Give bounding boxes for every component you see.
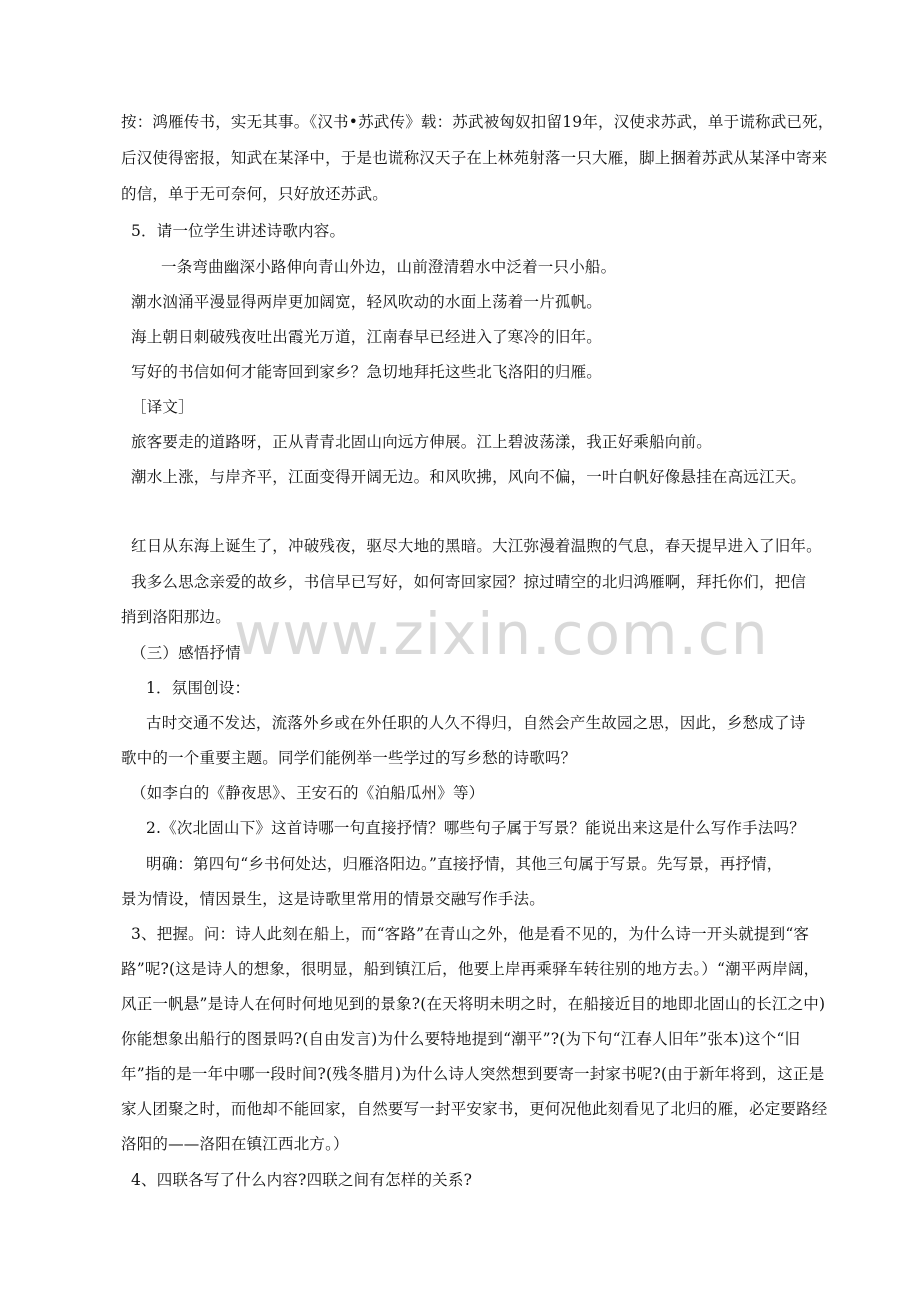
text-line: 风正一帆悬”是诗人在何时何地见到的景象?(在天将明未明之时，在船接近目的地即北固山的长江之中) (121, 995, 826, 1013)
text-line: 的信，单于无可奈何，只好放还苏武。 (121, 185, 388, 203)
text-line: 我多么思念亲爱的故乡，书信早已写好，如何寄回家园？掠过晴空的北归鸿雁啊，拜托你们，把信 (131, 573, 807, 591)
text-line: 4、四联各写了什么内容?四联之间有怎样的关系? (131, 1171, 473, 1189)
section-heading: （三）感悟抒情 (131, 644, 241, 662)
text-line: 写好的书信如何才能寄回到家乡？急切地拜托这些北飞洛阳的归雁。 (131, 363, 603, 381)
text-line: （如李白的《静夜思》、王安石的《泊船瓜州》等） (131, 784, 485, 802)
text-line: ［译文］ (131, 398, 194, 416)
text-line: 明确：第四句“乡书何处达，归雁洛阳边。”直接抒情，其他三句属于写景。先写景，再抒情， (146, 855, 783, 873)
text-line: 你能想象出船行的图景吗?(自由发言)为什么要特地提到“潮平”?(为下句“江春人旧年”张本)这个“旧 (121, 1030, 801, 1048)
text-line: 古时交通不发达，流落外乡或在外任职的人久不得归，自然会产生故园之思，因此，乡愁成了诗 (146, 714, 806, 732)
watermark: www.zixin.com.cn (234, 600, 769, 668)
text-line: 洛阳的——洛阳在镇江西北方。） (121, 1135, 349, 1153)
text-line: 一条弯曲幽深小路伸向青山外边，山前澄清碧水中泛着一只小船。 (161, 258, 617, 276)
text-line: 潮水上涨，与岸齐平，江面变得开阔无边。和风吹拂，风向不偏，一叶白帆好像悬挂在高远江天。 (131, 468, 807, 486)
text-line: 捎到洛阳那边。 (121, 608, 231, 626)
text-line: 5．请一位学生讲述诗歌内容。 (131, 222, 346, 240)
text-line: 景为情设，情因景生，这是诗歌里常用的情景交融写作手法。 (121, 890, 545, 908)
text-line: 红日从东海上诞生了，冲破残夜，驱尽大地的黑暗。大江弥漫着温煦的气息，春天提早进入了旧年。 (131, 537, 822, 555)
text-line: 年”指的是一年中哪一段时间?(残冬腊月)为什么诗人突然想到要寄一封家书呢?(由于新年将到，这正是 (121, 1065, 825, 1083)
text-line: 旅客要走的道路呀，正从青青北固山向远方伸展。江上碧波荡漾，我正好乘船向前。 (131, 433, 712, 451)
text-line: 3、把握。问：诗人此刻在船上，而“客路”在青山之外，他是看不见的，为什么诗一开头就提到“客 (131, 925, 810, 943)
text-line: 按：鸿雁传书，实无其事。《汉书•苏武传》载：苏武被匈奴扣留19年，汉使求苏武，单于谎称武已死， (121, 113, 834, 131)
text-line: 歌中的一个重要主题。同学们能例举一些学过的写乡愁的诗歌吗？ (121, 749, 577, 767)
text-line: 2.《次北固山下》这首诗哪一句直接抒情？哪些句子属于写景？能说出来这是什么写作手法吗？ (146, 819, 805, 837)
text-line: 家人团聚之时，而他却不能回家，自然要写一封平安家书，更何况他此刻看见了北归的雁，必定要路经 (121, 1100, 828, 1118)
text-line: 1．氛围创设： (146, 679, 251, 697)
text-line: 海上朝日刺破残夜吐出霞光万道，江南春早已经进入了寒冷的旧年。 (131, 328, 603, 346)
text-line: 路”呢?(这是诗人的想象，很明显，船到镇江后，他要上岸再乘驿车转往别的地方去。）“潮平两岸阔， (121, 960, 820, 978)
text-line: 潮水汹涌平漫显得两岸更加阔宽，轻风吹动的水面上荡着一片孤帆。 (131, 293, 603, 311)
text-line: 后汉使得密报，知武在某泽中，于是也谎称汉天子在上林苑射落一只大雁，脚上捆着苏武从某泽中寄来 (121, 149, 828, 167)
